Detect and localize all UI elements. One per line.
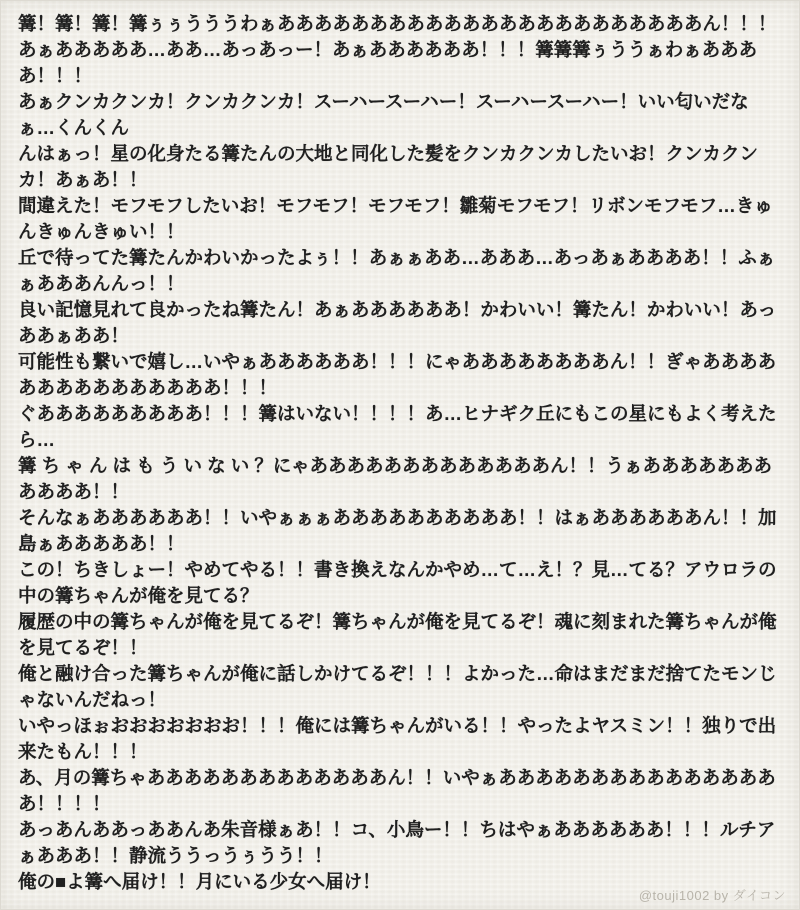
paragraph-2: あぁクンカクンカ！クンカクンカ！スーハースーハー！スーハースーハー！いい匂いだなぁ…くんくん [18,91,749,138]
paragraph-10: そんなぁああああああ！！いやぁぁぁああああああああああ！！はぁああああああん！！加島ぁあああああ！！ [18,507,777,554]
paragraph-17: 俺の■よ篝へ届け！！月にいる少女へ届け！ [18,871,381,892]
paragraph-9: 篝 ち ゃ ん は も う い な い ？にゃあああああああああああああん！！うぁあああああああああああ！！ [18,455,773,502]
paragraph-11: この！ちきしょー！やめてやる！！書き換えなんかやめ…て…え！？見…てる？アウロラの中の篝ちゃんが俺を見てる？ [18,559,777,606]
paragraph-14: いやっほぉおおおおおおお！！！俺には篝ちゃんがいる！！やったよヤスミン！！独りで出来たもん！！！ [18,715,777,762]
paragraph-12: 履歴の中の篝ちゃんが俺を見てるぞ！篝ちゃんが俺を見てるぞ！魂に刻まれた篝ちゃんが俺を見てるぞ！！ [18,611,777,658]
paragraph-7: 可能性も繋いで嬉し…いやぁああああああ！！！にゃああああああああん！！ぎゃあああああああああああああああ！！！ [18,351,777,398]
paragraph-15: あ、月の篝ちゃあああああああああああああん！！いやぁああああああああああああああああ！！！！ [18,767,776,814]
paragraph-16: あっあんああっああんあ朱音様ぁあ！！コ、小鳥ー！！ちはやぁああああああ！！！ルチアぁあああ！！静流ううっうぅうう！！ [18,819,776,866]
paragraph-6: 良い記憶見れて良かったね篝たん！あぁああああああ！かわいい！篝たん！かわいい！あっああぁああ！ [18,299,777,346]
paragraph-13: 俺と融け合った篝ちゃんが俺に話しかけてるぞ！！！よかった…命はまだまだ捨てたモンじゃないんだねっ！ [18,663,777,710]
paragraph-4: 間違えた！モフモフしたいお！モフモフ！モフモフ！雛菊モフモフ！リボンモフモフ…きゅんきゅんきゅい！！ [18,195,773,242]
paragraph-3: んはぁっ！星の化身たる篝たんの大地と同化した髪をクンカクンカしたいお！クンカクンカ！あぁあ！！ [18,143,759,190]
text-document [18,11,782,895]
paragraph-8: ぐあああああああああ！！！篝はいない！！！！あ…ヒナギク丘にもこの星にもよく考えたら… [18,403,777,450]
paragraph-5: 丘で待ってた篝たんかわいかったよぅ！！あぁぁああ…あああ…あっあぁああああ！！ふぁぁあああんんっ！！ [18,247,776,294]
credit-watermark: @touji1002 by ダイコン [638,888,786,903]
paragraph-1: 篝！篝！篝！篝ぅぅうううわぁあああああああああああああああああああああああん！！！あぁあああああ…ああ…あっあっー！あぁああああああ！！！篝篝篝ぅううぁわぁああああ！！！ [18,13,777,86]
